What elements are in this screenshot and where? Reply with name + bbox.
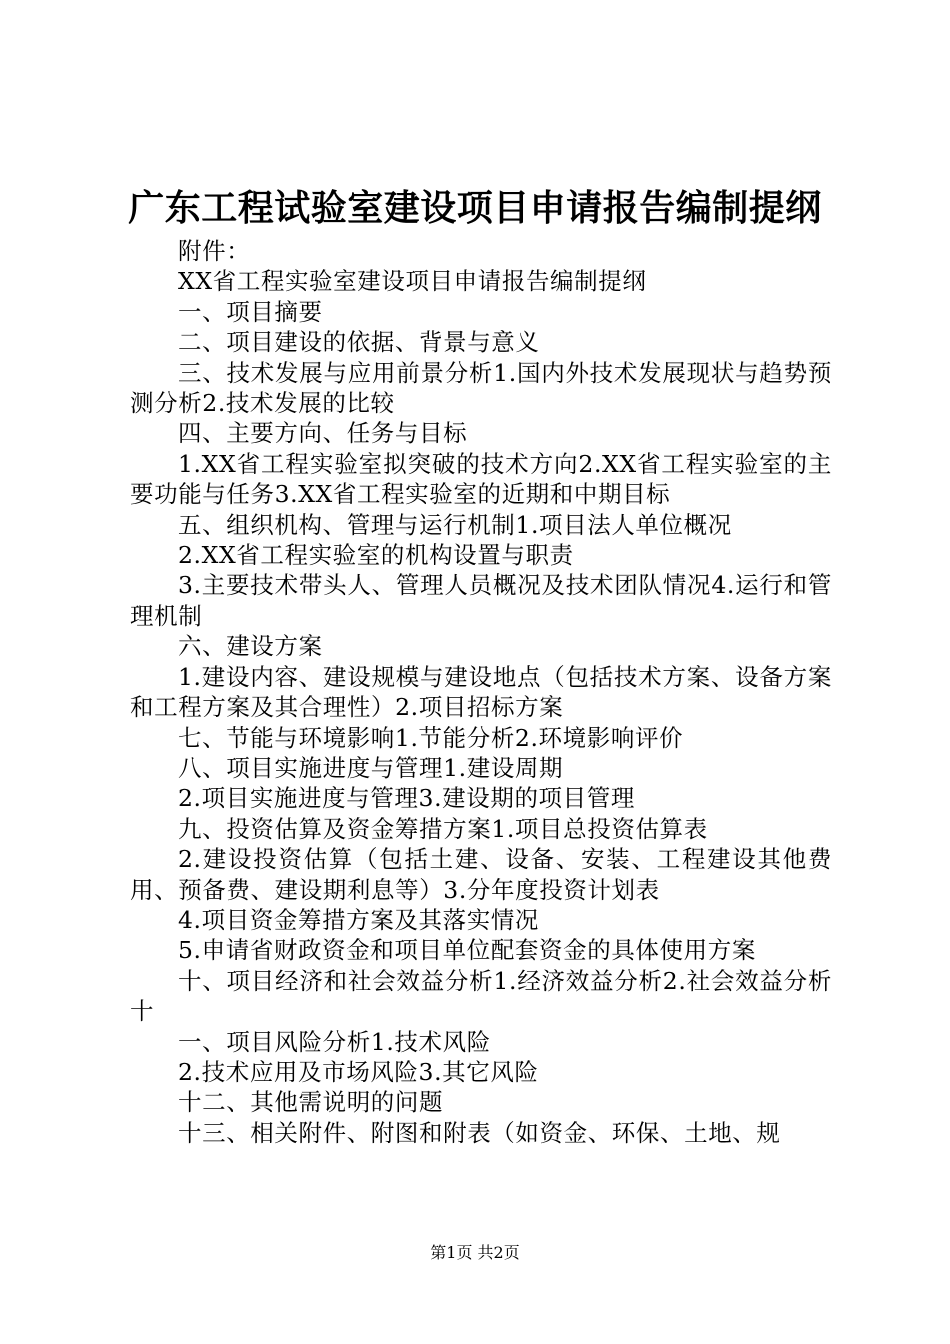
paragraph: 1.XX省工程实验室拟突破的技术方向2.XX省工程实验室的主要功能与任务3.XX省工程实验室的近期和中期目标 xyxy=(130,449,832,509)
paragraph: 九、投资估算及资金筹措方案1.项目总投资估算表 xyxy=(178,814,708,843)
paragraph: 4.项目资金筹措方案及其落实情况 xyxy=(178,905,540,934)
paragraph: 2.XX省工程实验室的机构设置与职责 xyxy=(178,541,574,570)
paragraph: 5.申请省财政资金和项目单位配套资金的具体使用方案 xyxy=(178,936,756,965)
paragraph: 2.项目实施进度与管理3.建设期的项目管理 xyxy=(178,784,635,813)
paragraph: 一、项目摘要 xyxy=(178,297,323,326)
paragraph: 八、项目实施进度与管理1.建设周期 xyxy=(178,753,564,782)
paragraph: 十二、其他需说明的问题 xyxy=(178,1088,444,1117)
paragraph: 2.建设投资估算（包括土建、设备、安装、工程建设其他费用、预备费、建设期利息等）3.分年度投资计划表 xyxy=(130,845,832,904)
paragraph: 五、组织机构、管理与运行机制1.项目法人单位概况 xyxy=(178,510,732,539)
paragraph: 十三、相关附件、附图和附表（如资金、环保、土地、规 xyxy=(178,1118,781,1147)
paragraph: 1.建设内容、建设规模与建设地点（包括技术方案、设备方案和工程方案及其合理性）2.项目招标方案 xyxy=(130,662,832,722)
page-number-footer: 第1页 共2页 xyxy=(430,1243,520,1262)
paragraph: 三、技术发展与应用前景分析1.国内外技术发展现状与趋势预测分析2.技术发展的比较 xyxy=(130,358,832,418)
paragraph: 3.主要技术带头人、管理人员概况及技术团队情况4.运行和管理机制 xyxy=(130,571,832,630)
document-body xyxy=(130,236,832,1148)
document-title: 广东工程试验室建设项目申请报告编制提纲 xyxy=(128,187,822,229)
paragraph: 七、节能与环境影响1.节能分析2.环境影响评价 xyxy=(178,723,684,752)
paragraph: 一、项目风险分析1.技术风险 xyxy=(178,1027,491,1056)
paragraph: 六、建设方案 xyxy=(178,632,323,661)
paragraph: 四、主要方向、任务与目标 xyxy=(178,419,468,448)
paragraph: 附件： xyxy=(178,237,251,265)
paragraph: XX省工程实验室建设项目申请报告编制提纲 xyxy=(178,267,647,296)
paragraph: 十、项目经济和社会效益分析1.经济效益分析2.社会效益分析十 xyxy=(130,966,832,1026)
paragraph: 2.技术应用及市场风险3.其它风险 xyxy=(178,1057,539,1086)
paragraph: 二、项目建设的依据、背景与意义 xyxy=(178,328,540,357)
